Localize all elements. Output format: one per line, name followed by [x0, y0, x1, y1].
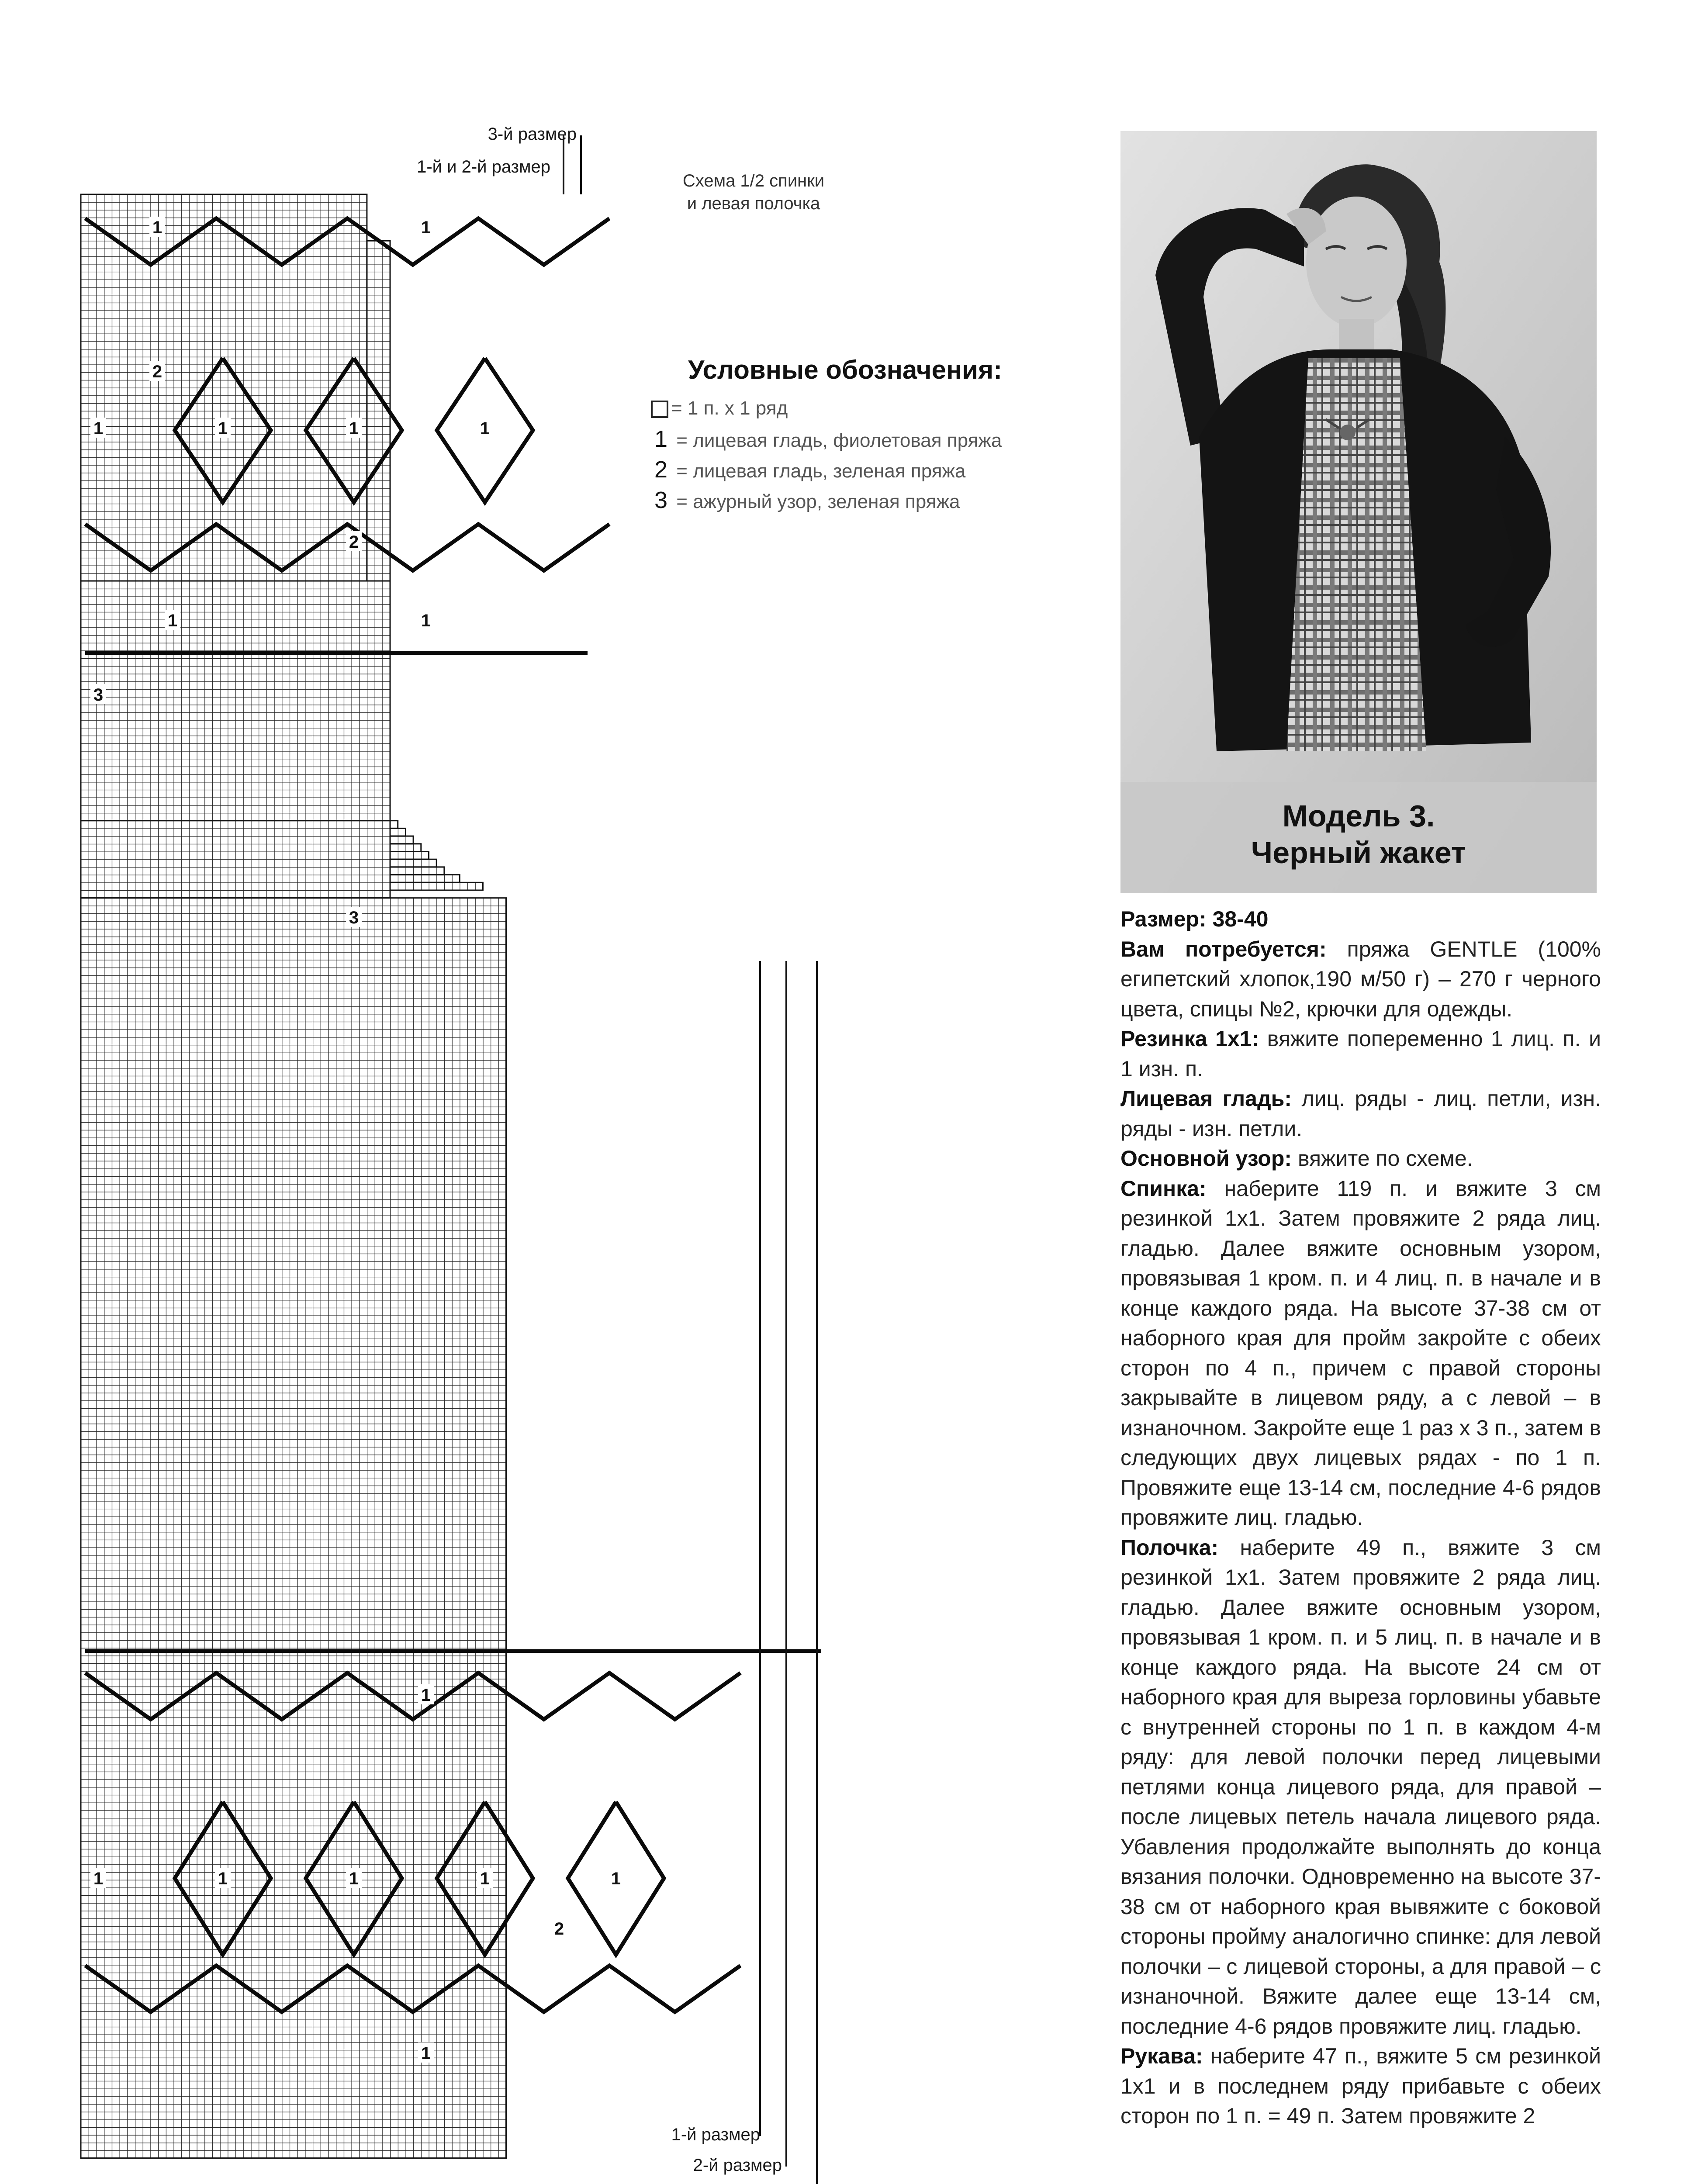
size-value: 38-40	[1206, 907, 1269, 931]
materials-text: пряжа GENTLE (100% египетский хлопок,190 м/50 г) – 270 г черного цвета, спицы №2, крючки для одежды.	[1120, 936, 1601, 1021]
cell-mark-number: 1	[421, 1686, 431, 1705]
article-front	[1120, 1533, 1601, 2042]
article-main-pattern	[1120, 1144, 1601, 1174]
grid-mid-block	[81, 581, 390, 821]
model-photo	[1120, 131, 1597, 893]
article-stockinette	[1120, 1084, 1601, 1144]
article-back	[1120, 1174, 1601, 1533]
cell-mark-number: 1	[421, 2044, 431, 2063]
cell-mark-number: 1	[167, 611, 178, 630]
stockinette-label: Лицевая гладь:	[1120, 1086, 1292, 1111]
legend-item-text: = лицевая гладь, фиолетовая пряжа	[676, 430, 1002, 451]
cell-mark-number: 2	[554, 1919, 564, 1939]
materials-label: Вам потребуется:	[1120, 936, 1327, 961]
article-text	[1120, 904, 1601, 2131]
cell-mark-number: 1	[421, 611, 431, 630]
grid-armhole-step	[390, 859, 436, 867]
cell-mark-number: 1	[480, 419, 490, 438]
size-label: Размер:	[1120, 907, 1207, 931]
schema-title-line1: Схема 1/2 спинки	[682, 171, 825, 190]
main-pattern-text: вяжите по схеме.	[1292, 1146, 1473, 1171]
legend-item-2	[651, 456, 965, 483]
cell-mark-number: 1	[480, 1869, 490, 1888]
main-pattern-label: Основной узор:	[1120, 1146, 1292, 1171]
article-size	[1120, 904, 1601, 934]
grid-armhole-step	[390, 821, 398, 829]
grid-armhole-step	[390, 882, 483, 890]
size-label-12-top: 1-й и 2-й размер	[417, 157, 550, 176]
grid-armhole-step	[390, 836, 413, 844]
article-rib	[1120, 1024, 1601, 1084]
legend-item-text: = ажурный узор, зеленая пряжа	[676, 491, 960, 512]
grid-cell-icon	[651, 401, 668, 418]
grid-armhole-step	[390, 867, 444, 875]
legend-symbol: 2	[654, 456, 668, 483]
cell-mark-number: 1	[349, 1869, 359, 1888]
back-text: наберите 119 п. и вяжите 3 см резинкой 1х1. Затем провяжите 2 ряда лиц. гладью. Далее вяжите основным узором, провязывая 1 кром. п. и 4 лиц. п. в начале и в конце каждого ряда. На высоте 37-38 см от наборного края для пройм закройте с обеих сторон по 4 п., причем с правой стороны закрывайте в лицевом ряду, а с левой – в изнаночном. Закройте еще 1 раз х 3 п., затем в следующих двух лицевых рядах - по 1 п. Провяжите еще 13-14 см, последние 4-6 рядов провяжите лиц. гладью.	[1120, 1176, 1601, 1530]
grid-body-lower	[81, 898, 506, 2158]
sleeves-label: Рукава:	[1120, 2044, 1203, 2068]
front-text: наберите 49 п., вяжите 3 см резинкой 1х1. Затем провяжите 2 ряда лиц. гладью. Далее вяжите основным узором, провязывая 1 кром. п. и 5 лиц. п. в начале и в конце каждого ряда. На высоте 24 см от наборного края для выреза горловины убавьте с внутренней стороны по 1 п. в каждом 4-м ряду: для левой полочки перед лицевыми петлями конца лицевого ряда, для правой – после лицевых петель начала лицевого ряда. Убавления продолжайте выполнять до конца вязания полочки. Одновременно на высоте 37-38 см от наборного края вывяжите с боковой стороны пройму аналогично спинке: для левой полочки – с лицевой стороны, а для правой – с изнаночной. Вяжите далее еще 13-14 см, последние 4-6 рядов провяжите лиц. гладью.	[1120, 1535, 1601, 2039]
grid-armhole-step	[390, 844, 421, 852]
grid-armhole-step	[390, 828, 405, 836]
grid-armhole-step	[390, 875, 460, 883]
photo-caption	[1120, 782, 1597, 893]
size-label-3-top: 3-й размер	[488, 124, 577, 144]
caption-line1: Модель 3.	[1282, 799, 1435, 833]
stockinette-text: лиц. ряды - лиц. петли, изн. ряды - изн. петли.	[1120, 1086, 1601, 1141]
schema-title-line2: и левая полочка	[687, 194, 820, 213]
chart-grid	[81, 194, 506, 2158]
legend-title: Условные обозначения:	[688, 355, 1003, 384]
caption-line2: Черный жакет	[1251, 836, 1466, 870]
rib-text: вяжите попеременно 1 лиц. п. и 1 изн. п.	[1120, 1026, 1601, 1081]
rib-label: Резинка 1х1:	[1120, 1026, 1259, 1051]
article-sleeves	[1120, 2041, 1601, 2131]
woman-in-black-cardigan-image	[1120, 131, 1597, 893]
cell-mark-number: 1	[421, 218, 431, 237]
grid-body-a	[81, 821, 390, 898]
article-materials	[1120, 934, 1601, 1024]
legend-symbol: 3	[654, 487, 668, 513]
size-label-2-bottom: 2-й размер	[693, 2156, 782, 2175]
cell-mark-number: 2	[152, 362, 163, 381]
cell-mark-number: 1	[218, 419, 228, 438]
grid-top-block	[81, 194, 367, 581]
sleeves-text: наберите 47 п., вяжите 5 см резинкой 1х1 и в последнем ряду прибавьте с обеих сторон по 1 п. = 49 п. Затем провяжите 2	[1120, 2044, 1601, 2128]
front-label: Полочка:	[1120, 1535, 1219, 1560]
cell-mark-number: 3	[93, 685, 104, 705]
back-label: Спинка:	[1120, 1176, 1207, 1201]
cell-mark-number: 1	[218, 1869, 228, 1888]
legend-symbol: 1	[654, 426, 668, 452]
legend-item-text: = лицевая гладь, зеленая пряжа	[676, 460, 966, 482]
cell-mark-number: 1	[93, 419, 104, 438]
cell-mark-number: 1	[611, 1869, 621, 1888]
cell-mark-number: 1	[152, 218, 163, 237]
cell-mark-number: 1	[349, 419, 359, 438]
cell-mark-number: 3	[349, 908, 359, 927]
legend-item-cell	[651, 395, 788, 422]
legend-item-3	[651, 487, 960, 513]
cell-mark-number: 1	[93, 1869, 104, 1888]
schema-title	[653, 169, 854, 215]
cell-mark-number: 2	[349, 532, 359, 552]
legend-item-text: = 1 п. x 1 ряд	[671, 397, 788, 419]
legend-item-1	[651, 426, 1002, 452]
size-label-1-bottom: 1-й размер	[671, 2125, 760, 2144]
grid-armhole-step	[390, 852, 429, 860]
